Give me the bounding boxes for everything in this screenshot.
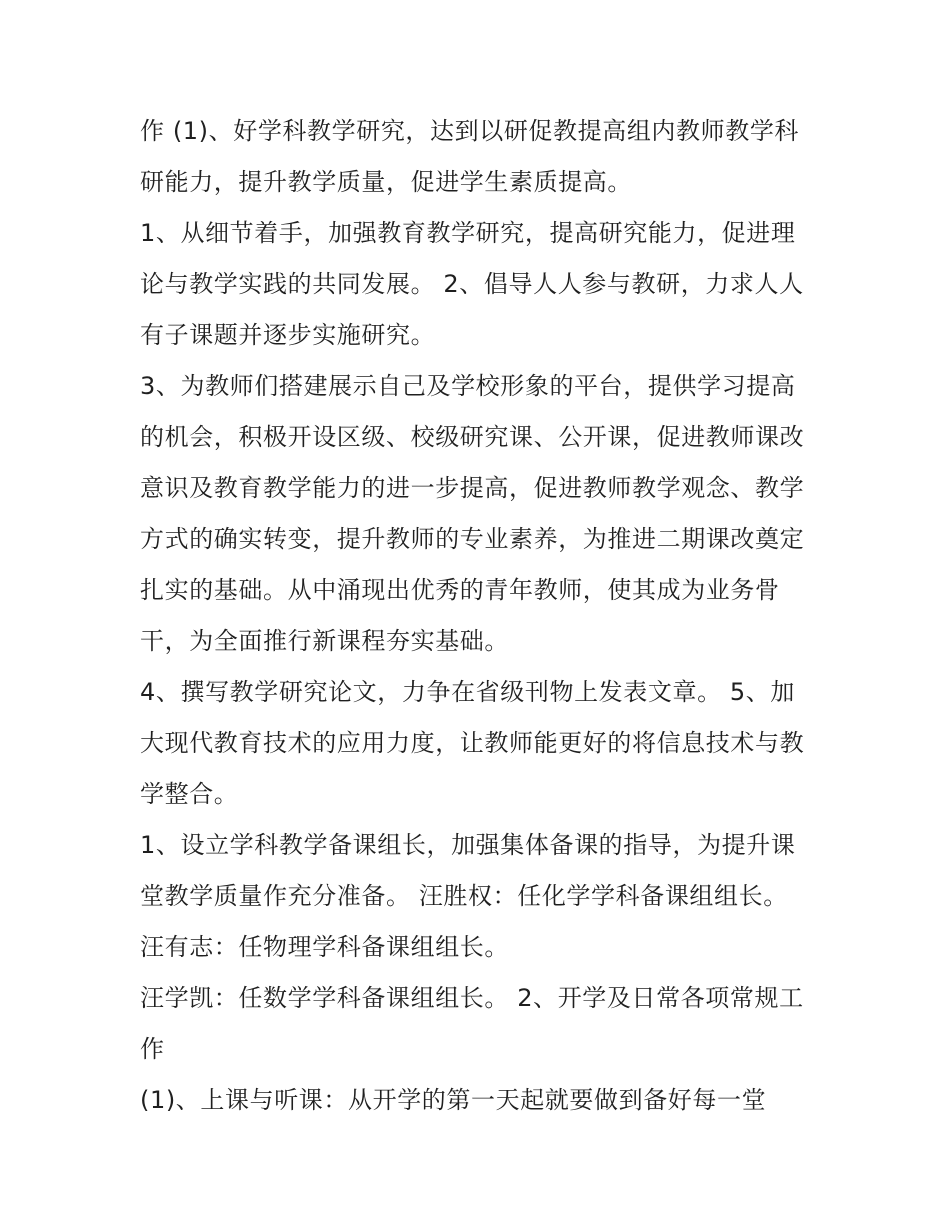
text-line: 作 (1)、好学科教学研究，达到以研促教提高组内教师教学科	[140, 117, 800, 145]
text-line: 有子课题并逐步实施研究。	[140, 321, 436, 349]
text-line: 作	[140, 1035, 165, 1063]
text-line: 意识及教育教学能力的进一步提高，促进教师教学观念、教学	[140, 474, 805, 502]
text-line: 研能力，提升教学质量，促进学生素质提高。	[140, 168, 632, 196]
text-line: 堂教学质量作充分准备。 汪胜权：任化学学科备课组组长。	[140, 882, 788, 910]
text-line: 论与教学实践的共同发展。 2、倡导人人参与教研，力求人人	[140, 270, 804, 298]
text-line: 1、从细节着手，加强教育教学研究，提高研究能力，促进理	[140, 219, 796, 247]
text-line: 汪学凯：任数学学科备课组组长。 2、开学及日常各项常规工	[140, 984, 804, 1012]
text-line: (1)、上课与听课：从开学的第一天起就要做到备好每一堂	[140, 1086, 767, 1114]
text-line: 汪有志：任物理学科备课组组长。	[140, 933, 509, 961]
text-line: 扎实的基础。从中涌现出优秀的青年教师，使其成为业务骨	[140, 576, 780, 604]
document-body	[140, 106, 820, 1126]
text-block	[140, 106, 820, 1126]
text-line: 学整合。	[140, 780, 239, 808]
text-line: 4、撰写教学研究论文，力争在省级刊物上发表文章。 5、加	[140, 678, 795, 706]
text-line: 大现代教育技术的应用力度，让教师能更好的将信息技术与教	[140, 729, 805, 757]
text-line: 干，为全面推行新课程夯实基础。	[140, 627, 509, 655]
text-line: 方式的确实转变，提升教师的专业素养，为推进二期课改奠定	[140, 525, 805, 553]
text-line: 1、设立学科教学备课组长，加强集体备课的指导，为提升课	[140, 831, 796, 859]
text-line: 3、为教师们搭建展示自己及学校形象的平台，提供学习提高	[140, 372, 796, 400]
text-line: 的机会，积极开设区级、校级研究课、公开课，促进教师课改	[140, 423, 805, 451]
